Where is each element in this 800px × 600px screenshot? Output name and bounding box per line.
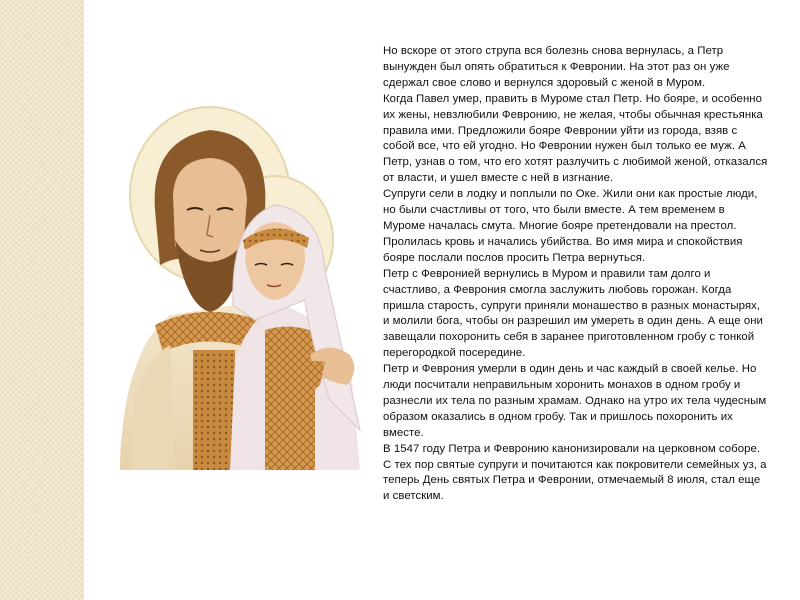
paragraph: Но вскоре от этого струпа вся болезнь снова вернулась, а Петр вынужден был опять обратиться к Февронии. На этот раз он уже сдержал свое слово и вернулся здоровый с женой в Муром. (383, 45, 730, 89)
icon-image-peter-and-fevronia (115, 100, 365, 480)
paragraph: Когда Павел умер, править в Муроме стал Петр. Но бояре, и особенно их жены, невзлюбили Февронию, не желая, чтобы обычная крестьянка правила ими. Предложили бояре Февронии уйти из города, взяв с собой все, что ей угодно. Но Февронии нужен был только ее муж. А Петр, узнав о том, что его хотят разлучить с любимой женой, отказался от власти, и ушел вместе с ней в изгнание. (383, 92, 768, 185)
story-text (383, 44, 768, 505)
paragraph: Петр и Феврония умерли в один день и час каждый в своей келье. Но люди посчитали неправильным хоронить монахов в одном гробу и разнесли их тела по разным храмам. Однако на утро их тела чудесным образом оказались в одном гробу. Так и пришлось похоронить их вместе. (383, 363, 767, 439)
paragraph: В 1547 году Петра и Февронию канонизировали на церковном соборе. С тех пор святые супруги и почитаются как покровители семейных уз, а теперь День святых Петра и Февронии, отмечаемый 8 июля, стал еще и светским. (383, 442, 767, 503)
icon-illustration (115, 100, 365, 480)
paragraph: Петр с Февронией вернулись в Муром и правили там долго и счастливо, а Феврония смогла заслужить любовь горожан. Когда пришла старость, супруги приняли монашество в разных монастырях, и молили бога, чтобы он разрешил им умереть в один день. А еще они завещали похоронить себя в заранее приготовленном гробу с тонкой перегородкой посередине. (383, 267, 763, 360)
paragraph: Супруги сели в лодку и поплыли по Оке. Жили они как простые люди, но были счастливы от того, что были вместе. А тем временем в Муроме началась смута. Многие бояре претендовали на престол. Пролилась кровь и начались убийства. Во имя мира и спокойствия бояре послали послов просить Петра вернуться. (383, 188, 758, 264)
decorative-side-strip (0, 0, 84, 600)
